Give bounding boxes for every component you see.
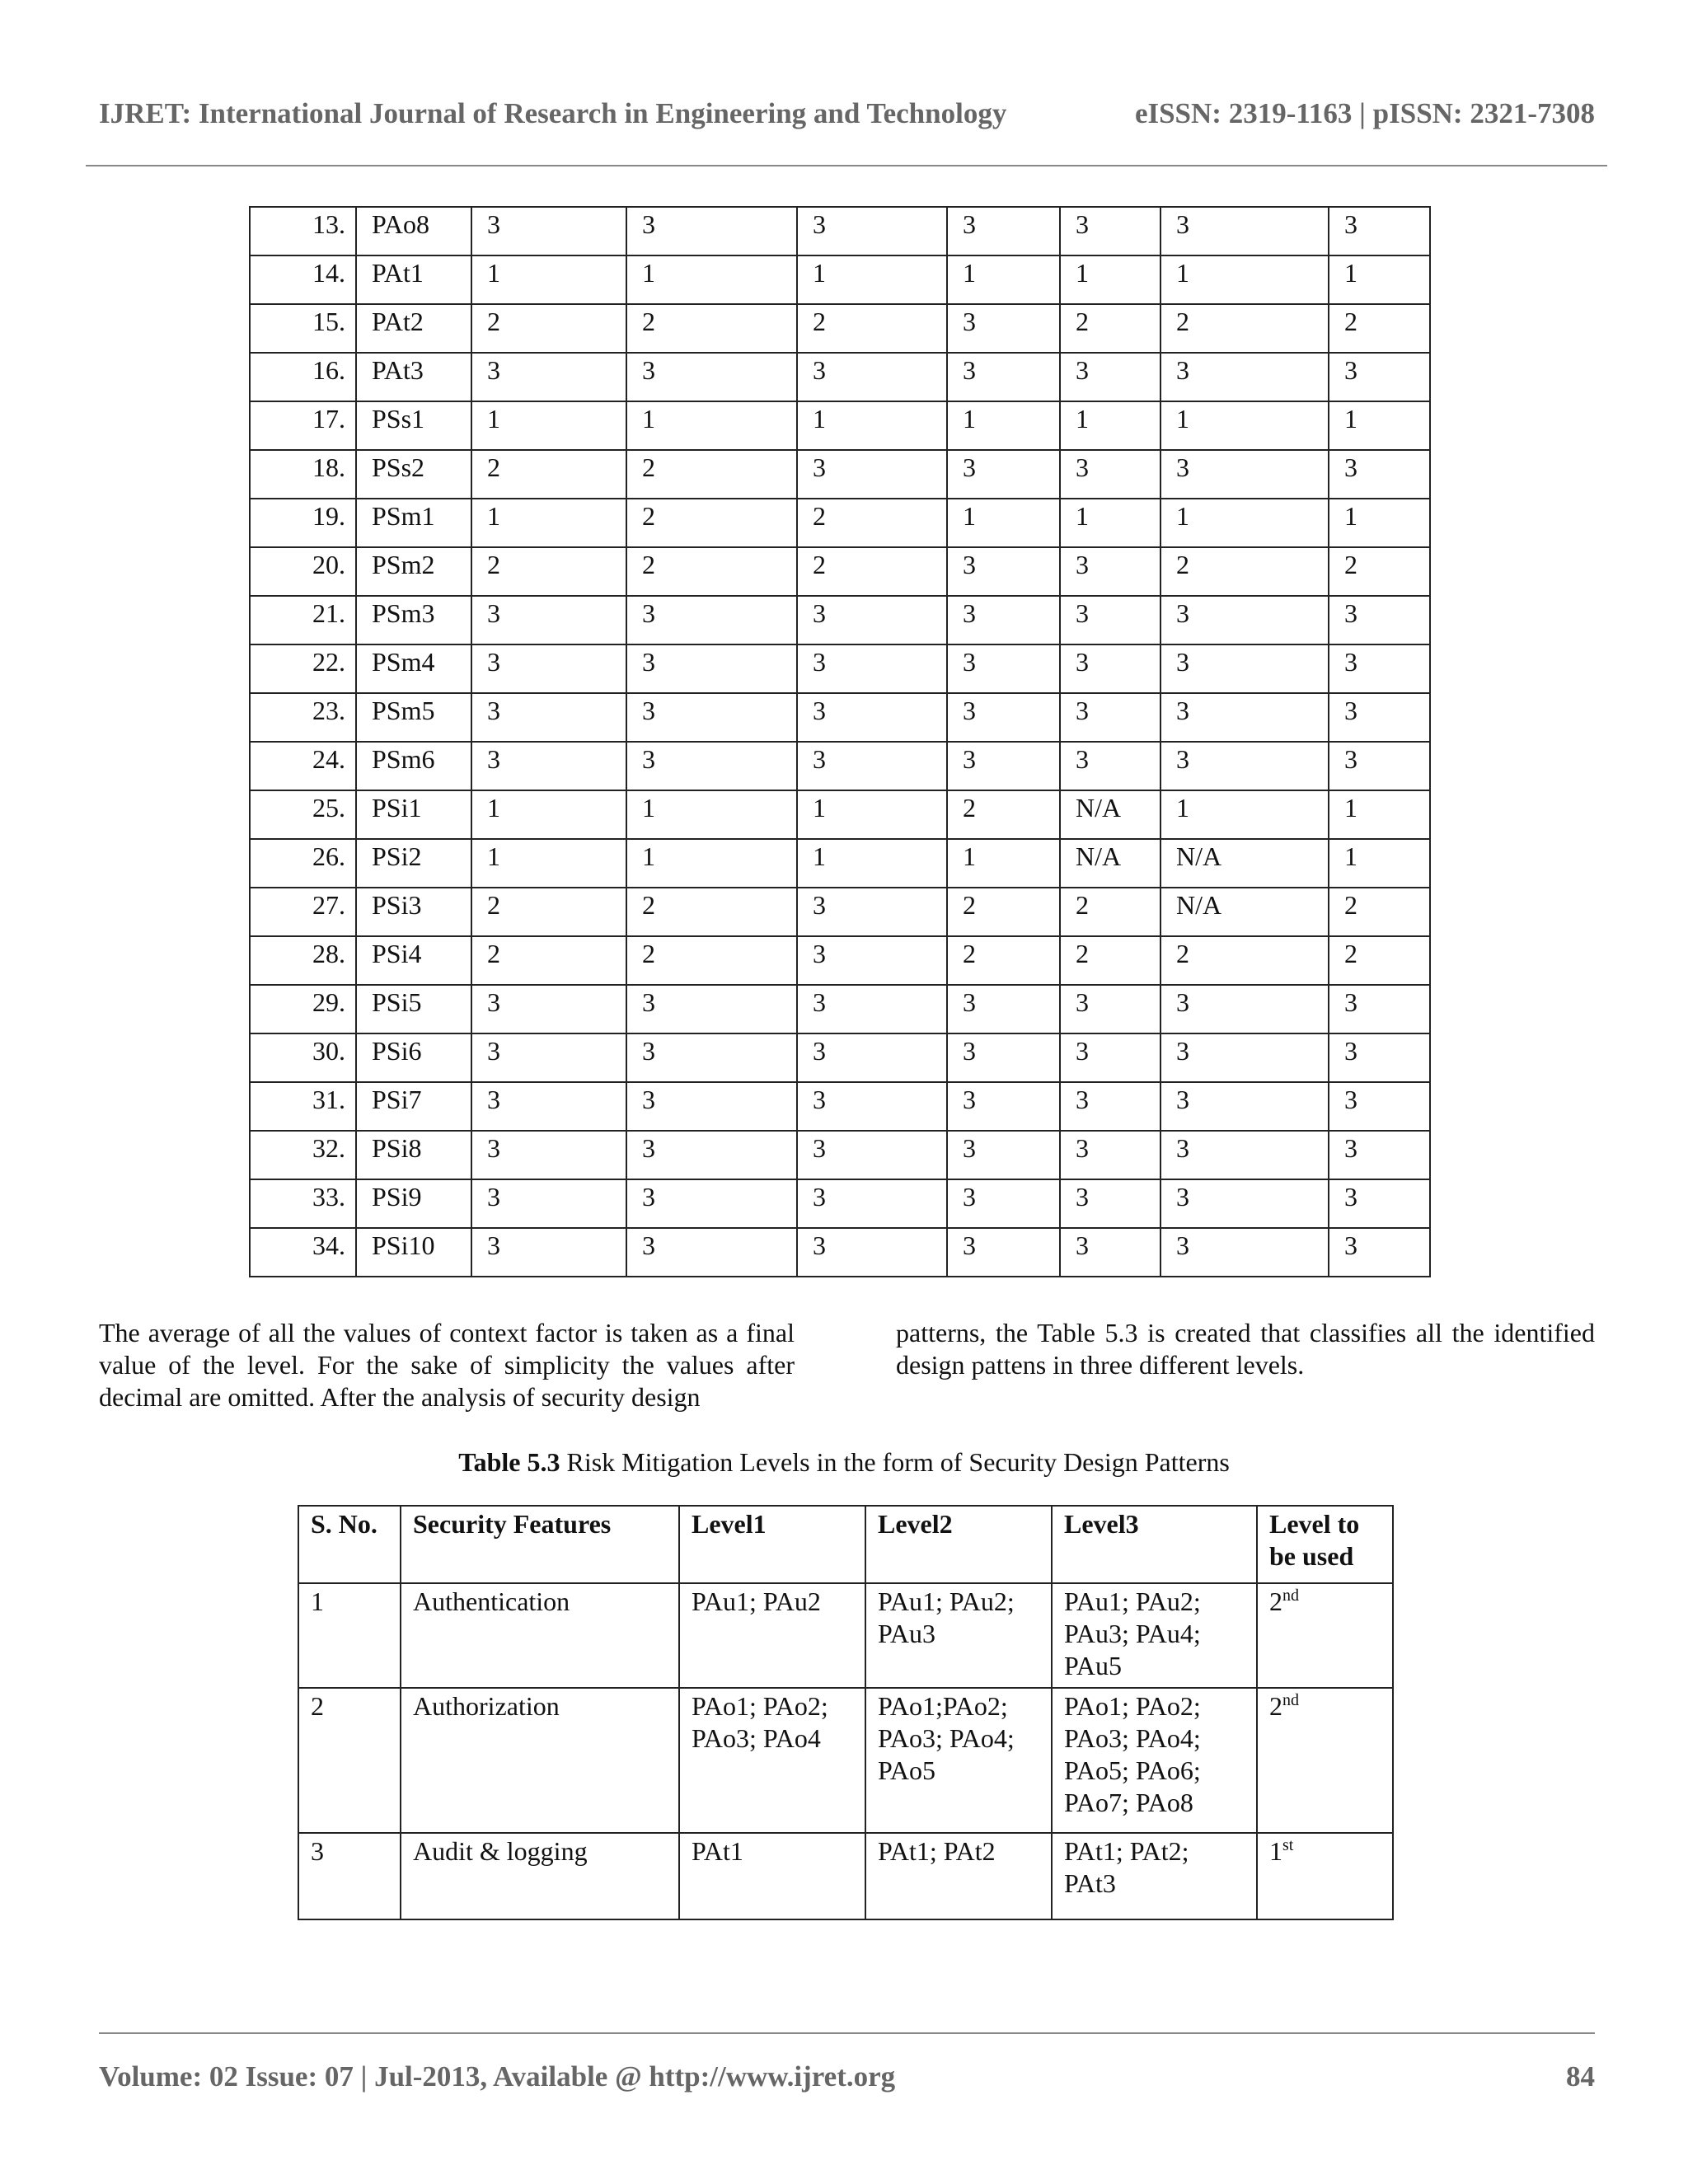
table-row <box>250 693 1430 742</box>
context-value: 2 <box>471 547 626 596</box>
context-value: 3 <box>1160 596 1329 644</box>
context-value: 2 <box>471 304 626 353</box>
pattern-id: PSm3 <box>356 596 471 644</box>
context-value: 2 <box>1329 936 1430 985</box>
volume-info: Volume: 02 Issue: 07 | Jul-2013, Available @ http://www.ijret.org <box>99 2060 896 2093</box>
cell-feature: Authentication <box>401 1583 679 1688</box>
context-value: 3 <box>626 693 797 742</box>
context-value: 3 <box>797 644 947 693</box>
pattern-id: PAt2 <box>356 304 471 353</box>
header-level1: Level1 <box>679 1506 865 1583</box>
context-value: 1 <box>471 255 626 304</box>
context-value: 3 <box>947 547 1060 596</box>
context-value: 3 <box>947 450 1060 499</box>
context-value: 1 <box>797 401 947 450</box>
context-value: 1 <box>1329 839 1430 888</box>
context-value: 3 <box>1329 596 1430 644</box>
cell-level1: PAt1 <box>679 1833 865 1919</box>
context-value: 2 <box>1329 304 1430 353</box>
context-value: 3 <box>626 596 797 644</box>
context-value: 3 <box>1060 450 1160 499</box>
context-value: 3 <box>1329 742 1430 790</box>
pattern-id: PSs2 <box>356 450 471 499</box>
cell-level3: PAt1; PAt2; PAt3 <box>1052 1833 1257 1919</box>
pattern-id: PSi2 <box>356 839 471 888</box>
context-value: 3 <box>626 1033 797 1082</box>
pattern-id: PSi9 <box>356 1179 471 1228</box>
pattern-id: PSi8 <box>356 1131 471 1179</box>
context-value: 3 <box>1329 1228 1430 1277</box>
pattern-id: PSi7 <box>356 1082 471 1131</box>
context-value: 3 <box>1329 693 1430 742</box>
context-value: 3 <box>1160 1082 1329 1131</box>
context-value: 2 <box>626 450 797 499</box>
row-number: 23. <box>250 693 356 742</box>
row-number: 13. <box>250 207 356 255</box>
row-number: 25. <box>250 790 356 839</box>
pattern-id: PAo8 <box>356 207 471 255</box>
table-row <box>250 985 1430 1033</box>
context-value: 1 <box>626 255 797 304</box>
context-value: 3 <box>1060 596 1160 644</box>
context-value: 3 <box>947 985 1060 1033</box>
context-value: 3 <box>626 644 797 693</box>
pattern-id: PAt1 <box>356 255 471 304</box>
cell-level1: PAu1; PAu2 <box>679 1583 865 1688</box>
context-value: 3 <box>947 596 1060 644</box>
context-value: 3 <box>947 1179 1060 1228</box>
cell-level2: PAo1;PAo2; PAo3; PAo4; PAo5 <box>865 1688 1052 1833</box>
context-value: 3 <box>626 985 797 1033</box>
row-number: 28. <box>250 936 356 985</box>
context-value: 3 <box>1060 1082 1160 1131</box>
row-number: 31. <box>250 1082 356 1131</box>
context-value: 3 <box>1329 1033 1430 1082</box>
context-value: 2 <box>626 499 797 547</box>
context-value: 3 <box>1329 1082 1430 1131</box>
context-value: 3 <box>1060 1228 1160 1277</box>
context-value: 2 <box>626 547 797 596</box>
context-value: 1 <box>947 499 1060 547</box>
context-value: 3 <box>797 450 947 499</box>
context-value: 3 <box>471 207 626 255</box>
table-caption-label: Table 5.3 <box>458 1447 560 1477</box>
context-value: 1 <box>797 790 947 839</box>
row-number: 30. <box>250 1033 356 1082</box>
context-value: 3 <box>471 985 626 1033</box>
context-value: 3 <box>1060 742 1160 790</box>
context-value: 3 <box>1060 353 1160 401</box>
context-value: 3 <box>1060 1131 1160 1179</box>
context-value: 3 <box>1060 985 1160 1033</box>
table-row <box>250 936 1430 985</box>
context-factor-table <box>249 206 1431 1277</box>
level-number: 1 <box>1269 1836 1282 1866</box>
context-value: 2 <box>471 450 626 499</box>
context-value: 3 <box>797 742 947 790</box>
row-number: 27. <box>250 888 356 936</box>
context-value: 3 <box>1160 207 1329 255</box>
body-paragraph-right: patterns, the Table 5.3 is created that classifies all the identified design pattens in three different levels. <box>896 1318 1595 1380</box>
row-number: 32. <box>250 1131 356 1179</box>
pattern-id: PSm2 <box>356 547 471 596</box>
row-number: 15. <box>250 304 356 353</box>
header-security-features: Security Features <box>401 1506 679 1583</box>
pattern-id: PSi10 <box>356 1228 471 1277</box>
context-value: 3 <box>471 1228 626 1277</box>
issn-numbers: eISSN: 2319-1163 | pISSN: 2321-7308 <box>1134 97 1595 129</box>
context-value: 3 <box>1060 1033 1160 1082</box>
pattern-id: PSm6 <box>356 742 471 790</box>
context-value: 3 <box>947 693 1060 742</box>
pattern-id: PSm1 <box>356 499 471 547</box>
context-value: 3 <box>626 1131 797 1179</box>
table-row <box>250 499 1430 547</box>
row-number: 34. <box>250 1228 356 1277</box>
context-value: 3 <box>797 985 947 1033</box>
context-value: 3 <box>797 1179 947 1228</box>
context-value: 1 <box>947 839 1060 888</box>
context-value: 2 <box>1060 304 1160 353</box>
context-value: 2 <box>1160 304 1329 353</box>
context-value: 1 <box>947 255 1060 304</box>
risk-mitigation-table <box>298 1505 1394 1920</box>
context-value: 3 <box>626 1082 797 1131</box>
context-value: 3 <box>947 742 1060 790</box>
cell-level-used <box>1257 1688 1393 1833</box>
context-value: N/A <box>1060 790 1160 839</box>
context-value: 2 <box>626 304 797 353</box>
pattern-id: PSm4 <box>356 644 471 693</box>
level-ordinal: nd <box>1282 1586 1299 1605</box>
context-value: 1 <box>471 790 626 839</box>
context-value: 3 <box>1160 1228 1329 1277</box>
table-row <box>250 742 1430 790</box>
context-value: 2 <box>947 888 1060 936</box>
row-number: 20. <box>250 547 356 596</box>
table-row <box>250 888 1430 936</box>
context-value: 2 <box>797 499 947 547</box>
context-value: N/A <box>1160 888 1329 936</box>
page-number: 84 <box>1566 2060 1595 2093</box>
cell-level3: PAo1; PAo2; PAo3; PAo4; PAo5; PAo6; PAo7; PAo8 <box>1052 1688 1257 1833</box>
context-value: 3 <box>1160 693 1329 742</box>
table-row <box>298 1688 1393 1833</box>
table-row <box>250 596 1430 644</box>
level-number: 2 <box>1269 1586 1282 1616</box>
context-value: 3 <box>471 1131 626 1179</box>
context-value: 1 <box>471 401 626 450</box>
journal-title: IJRET: International Journal of Research in Engineering and Technology <box>99 97 1007 129</box>
row-number: 29. <box>250 985 356 1033</box>
context-value: 3 <box>947 207 1060 255</box>
header-level3: Level3 <box>1052 1506 1257 1583</box>
table-row <box>250 304 1430 353</box>
row-number: 21. <box>250 596 356 644</box>
context-value: 3 <box>797 1228 947 1277</box>
context-value: 3 <box>947 304 1060 353</box>
context-value: 3 <box>1329 985 1430 1033</box>
context-value: 1 <box>626 790 797 839</box>
pattern-id: PSm5 <box>356 693 471 742</box>
pattern-id: PSs1 <box>356 401 471 450</box>
table-row <box>250 1082 1430 1131</box>
context-value: 3 <box>947 1082 1060 1131</box>
table-caption <box>0 1447 1688 1478</box>
pattern-id: PSi5 <box>356 985 471 1033</box>
table-row <box>250 1179 1430 1228</box>
table-row <box>298 1833 1393 1919</box>
context-value: 3 <box>471 1033 626 1082</box>
context-value: 3 <box>1160 1033 1329 1082</box>
context-value: 1 <box>626 839 797 888</box>
context-value: 1 <box>797 255 947 304</box>
context-value: 3 <box>1329 1179 1430 1228</box>
context-value: 1 <box>471 499 626 547</box>
table-row <box>250 450 1430 499</box>
context-value: 3 <box>1329 1131 1430 1179</box>
context-value: 2 <box>1160 936 1329 985</box>
context-value: 2 <box>471 936 626 985</box>
context-value: 3 <box>797 888 947 936</box>
level-ordinal: nd <box>1282 1691 1299 1709</box>
context-value: 3 <box>1329 644 1430 693</box>
table-row <box>298 1583 1393 1688</box>
row-number: 26. <box>250 839 356 888</box>
context-value: 3 <box>1160 353 1329 401</box>
context-value: 3 <box>1329 450 1430 499</box>
context-value: 1 <box>1060 255 1160 304</box>
table-row <box>250 401 1430 450</box>
context-value: 3 <box>626 1179 797 1228</box>
row-number: 14. <box>250 255 356 304</box>
context-value: 2 <box>1060 936 1160 985</box>
pattern-id: PSi4 <box>356 936 471 985</box>
cell-level1: PAo1; PAo2; PAo3; PAo4 <box>679 1688 865 1833</box>
cell-level2: PAt1; PAt2 <box>865 1833 1052 1919</box>
table-row <box>250 1131 1430 1179</box>
context-value: 3 <box>947 644 1060 693</box>
table-row <box>250 1033 1430 1082</box>
table-row <box>250 255 1430 304</box>
context-value: 3 <box>1160 985 1329 1033</box>
context-value: 1 <box>947 401 1060 450</box>
cell-feature: Audit & logging <box>401 1833 679 1919</box>
context-value: 2 <box>797 304 947 353</box>
context-value: N/A <box>1060 839 1160 888</box>
context-value: 3 <box>797 596 947 644</box>
context-value: 1 <box>1160 401 1329 450</box>
row-number: 18. <box>250 450 356 499</box>
context-value: 3 <box>797 936 947 985</box>
pattern-id: PAt3 <box>356 353 471 401</box>
table-row <box>250 644 1430 693</box>
pattern-id: PSi3 <box>356 888 471 936</box>
context-value: 3 <box>797 353 947 401</box>
footer-divider <box>99 2032 1595 2034</box>
context-value: 3 <box>471 644 626 693</box>
cell-level3: PAu1; PAu2; PAu3; PAu4; PAu5 <box>1052 1583 1257 1688</box>
row-number: 17. <box>250 401 356 450</box>
cell-feature: Authorization <box>401 1688 679 1833</box>
context-value: 3 <box>1160 450 1329 499</box>
context-value: 3 <box>471 1179 626 1228</box>
pattern-id: PSi6 <box>356 1033 471 1082</box>
cell-sno: 3 <box>298 1833 401 1919</box>
context-value: 3 <box>626 353 797 401</box>
context-value: 2 <box>471 888 626 936</box>
context-value: 3 <box>626 207 797 255</box>
context-value: 3 <box>1329 353 1430 401</box>
context-value: 3 <box>626 1228 797 1277</box>
context-value: 2 <box>947 790 1060 839</box>
level-number: 2 <box>1269 1691 1282 1721</box>
level-ordinal: st <box>1282 1836 1294 1854</box>
context-value: 3 <box>1060 207 1160 255</box>
context-value: 1 <box>1329 255 1430 304</box>
row-number: 24. <box>250 742 356 790</box>
body-paragraph-left: The average of all the values of context factor is taken as a final value of the level. For the sake of simplicity the values after decimal are omitted. After the analysis of security design <box>99 1318 795 1412</box>
context-value: 1 <box>471 839 626 888</box>
context-value: N/A <box>1160 839 1329 888</box>
context-value: 1 <box>1329 790 1430 839</box>
context-value: 1 <box>1060 401 1160 450</box>
context-value: 3 <box>471 596 626 644</box>
pattern-id: PSi1 <box>356 790 471 839</box>
context-value: 3 <box>471 693 626 742</box>
context-value: 3 <box>947 1131 1060 1179</box>
context-value: 3 <box>1160 1179 1329 1228</box>
header-sno: S. No. <box>298 1506 401 1583</box>
row-number: 16. <box>250 353 356 401</box>
cell-sno: 1 <box>298 1583 401 1688</box>
context-value: 3 <box>1060 693 1160 742</box>
context-value: 3 <box>797 207 947 255</box>
header-level2: Level2 <box>865 1506 1052 1583</box>
row-number: 22. <box>250 644 356 693</box>
context-value: 2 <box>1329 547 1430 596</box>
context-value: 1 <box>797 839 947 888</box>
context-value: 3 <box>1060 547 1160 596</box>
table-row <box>250 547 1430 596</box>
context-value: 3 <box>1060 1179 1160 1228</box>
context-value: 3 <box>797 1082 947 1131</box>
cell-level-used <box>1257 1833 1393 1919</box>
context-value: 3 <box>1160 1131 1329 1179</box>
header-divider <box>86 165 1607 166</box>
context-value: 2 <box>947 936 1060 985</box>
context-value: 2 <box>626 936 797 985</box>
cell-level2: PAu1; PAu2; PAu3 <box>865 1583 1052 1688</box>
context-value: 1 <box>1329 499 1430 547</box>
context-value: 2 <box>1329 888 1430 936</box>
row-number: 19. <box>250 499 356 547</box>
table-row <box>250 207 1430 255</box>
context-value: 3 <box>797 693 947 742</box>
row-number: 33. <box>250 1179 356 1228</box>
context-value: 1 <box>1160 255 1329 304</box>
cell-sno: 2 <box>298 1688 401 1833</box>
context-value: 1 <box>1329 401 1430 450</box>
table-row <box>250 353 1430 401</box>
context-value: 3 <box>471 1082 626 1131</box>
context-value: 2 <box>1060 888 1160 936</box>
context-value: 1 <box>1060 499 1160 547</box>
context-value: 3 <box>1329 207 1430 255</box>
context-value: 3 <box>947 1228 1060 1277</box>
table-row <box>250 1228 1430 1277</box>
table-row <box>250 790 1430 839</box>
context-value: 3 <box>947 1033 1060 1082</box>
context-value: 3 <box>1160 742 1329 790</box>
context-value: 3 <box>797 1131 947 1179</box>
context-factor-table-body <box>250 207 1430 1277</box>
table-caption-text: Risk Mitigation Levels in the form of Security Design Patterns <box>560 1447 1230 1477</box>
context-value: 2 <box>797 547 947 596</box>
context-value: 3 <box>797 1033 947 1082</box>
context-value: 3 <box>471 353 626 401</box>
table-row <box>250 839 1430 888</box>
context-value: 2 <box>1160 547 1329 596</box>
context-value: 1 <box>1160 790 1329 839</box>
context-value: 3 <box>626 742 797 790</box>
context-value: 3 <box>1160 644 1329 693</box>
table-header-row <box>298 1506 1393 1583</box>
cell-level-used <box>1257 1583 1393 1688</box>
context-value: 1 <box>1160 499 1329 547</box>
context-value: 3 <box>1060 644 1160 693</box>
context-value: 3 <box>947 353 1060 401</box>
context-value: 3 <box>471 742 626 790</box>
header-level-to-be-used: Level to be used <box>1257 1506 1393 1583</box>
context-value: 1 <box>626 401 797 450</box>
context-value: 2 <box>626 888 797 936</box>
